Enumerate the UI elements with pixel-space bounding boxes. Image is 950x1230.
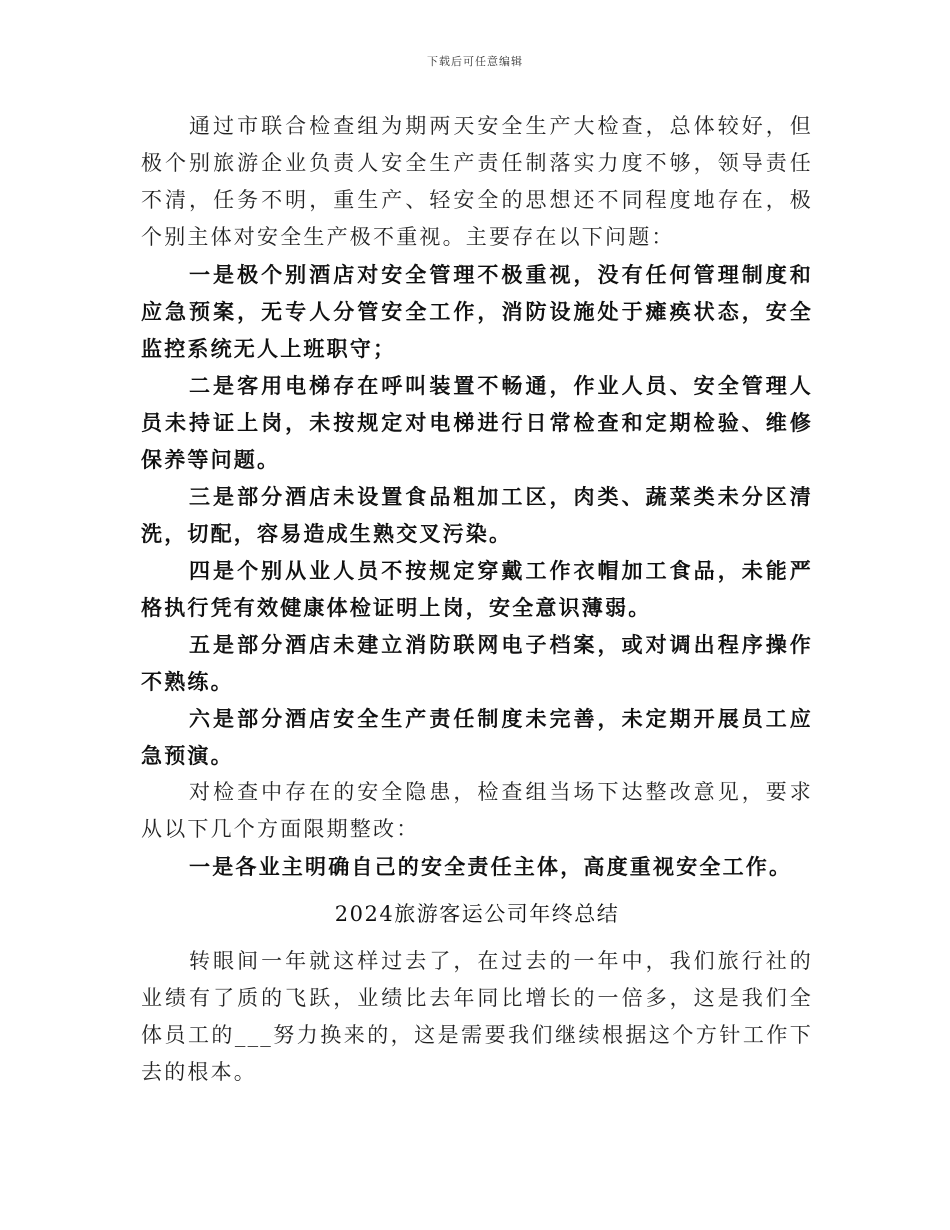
issue-paragraph-6: 六是部分酒店安全生产责任制度未完善，未定期开展员工应急预演。 (141, 706, 813, 768)
rectification-intro-paragraph: 对检查中存在的安全隐患，检查组当场下达整改意见，要求从以下几个方面限期整改： (141, 780, 813, 841)
page-header-note: 下载后可任意编辑 (427, 55, 523, 68)
issue-paragraph-5: 五是部分酒店未建立消防联网电子档案，或对调出程序操作不熟练。 (141, 632, 813, 694)
issue-paragraph-3: 三是部分酒店未设置食品粗加工区，肉类、蔬菜类未分区清洗，切配，容易造成生熟交叉污染。 (141, 484, 813, 546)
rectification-item-1: 一是各业主明确自己的安全责任主体，高度重视安全工作。 (189, 854, 793, 879)
issue-paragraph-4: 四是个别从业人员不按规定穿戴工作衣帽加工食品，未能严格执行凭有效健康体检证明上岗，安全意识薄弱。 (141, 558, 813, 620)
section-title: 2024旅游客运公司年终总结 (334, 902, 620, 926)
issue-paragraph-2: 二是客用电梯存在呼叫装置不畅通，作业人员、安全管理人员未持证上岗，未按规定对电梯进行日常检查和定期检验、维修保养等问题。 (141, 373, 813, 472)
summary-paragraph: 转眼间一年就这样过去了，在过去的一年中，我们旅行社的业绩有了质的飞跃，业绩比去年同比增长的一倍多，这是我们全体员工的___努力换来的，这是需要我们继续根据这个方针工作下去的根本。 (141, 949, 813, 1084)
issue-paragraph-1: 一是极个别酒店对安全管理不极重视，没有任何管理制度和应急预案，无专人分管安全工作，消防设施处于瘫痪状态，安全监控系统无人上班职守； (141, 262, 813, 361)
document-body (141, 108, 813, 1091)
intro-paragraph: 通过市联合检查组为期两天安全生产大检查，总体较好，但极个别旅游企业负责人安全生产责任制落实力度不够，领导责任不清，任务不明，重生产、轻安全的思想还不同程度地存在，极个别主体对安全生产极不重视。主要存在以下问题： (141, 114, 813, 249)
